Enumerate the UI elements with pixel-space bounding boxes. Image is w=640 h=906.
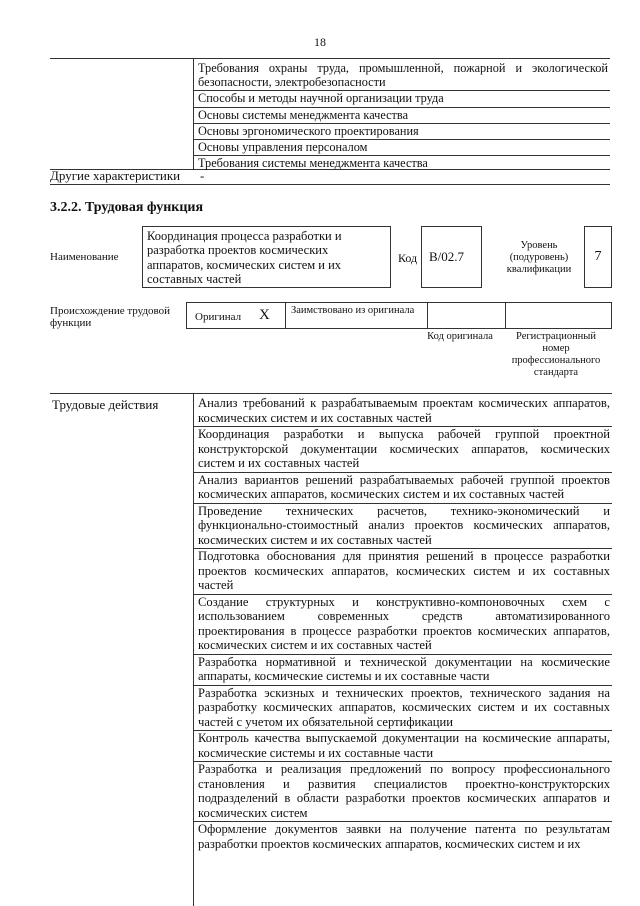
requirement-item: Требования охраны труда, промышленной, пожарной и экологической безопасности, электробезопасности <box>194 61 610 91</box>
cell-divider <box>285 303 286 328</box>
labour-actions-list <box>194 396 612 852</box>
labour-action-item: Подготовка обоснования для принятия решений в процессе разработки проектов космических аппаратов, космических систем и их составных частей <box>194 549 612 595</box>
function-name-value: Координация процесса разработки и разработка проектов космических аппаратов, космических систем и их составных частей <box>147 229 342 286</box>
code-label: Код <box>398 251 418 265</box>
name-label: Наименование <box>50 251 119 263</box>
registration-number-caption: Регистрационный номер профессионального стандарта <box>511 331 601 378</box>
requirement-item: Способы и методы научной организации труда <box>194 91 610 107</box>
labour-actions-label: Трудовые действия <box>52 397 159 412</box>
labour-action-item: Разработка эскизных и технических проектов, технического задания на разработку космических аппаратов, космических систем и их составных частей с учетом их обязательной сертификации <box>194 686 612 732</box>
origin-row <box>186 302 612 329</box>
labour-action-item: Анализ требований к разрабатываемым проектам космических аппаратов, космических систем и их составных частей <box>194 396 612 427</box>
original-label: Оригинал <box>195 311 242 323</box>
labour-actions-table <box>50 393 612 906</box>
requirement-item: Основы системы менеджмента качества <box>194 108 610 124</box>
requirement-item: Основы эргономического проектирования <box>194 124 610 140</box>
labour-action-item: Оформление документов заявки на получение патента по результатам разработки проектов космических аппаратов, космических систем и их <box>198 822 610 851</box>
other-characteristics-label: Другие характеристики <box>50 168 181 183</box>
requirements-table <box>50 58 610 170</box>
function-name-box <box>142 226 391 288</box>
original-mark: X <box>259 307 270 323</box>
labour-action-item: Координация разработки и выпуска рабочей группой проектной конструкторской документации космических аппаратов, космических систем и их составных частей <box>194 427 612 473</box>
row-rule <box>50 184 610 185</box>
labour-action-item: Проведение технических расчетов, технико-экономический и функционально-стоимостный анализ проектов космических аппаратов, космических систем и их составных частей <box>194 504 612 550</box>
borrowed-label: Заимствовано из оригинала <box>291 305 415 316</box>
level-box <box>584 226 612 288</box>
labour-action-item: Разработка нормативной и технической документации на космические аппараты, космические системы и их составные части <box>194 655 612 686</box>
page-number: 18 <box>314 35 326 49</box>
other-characteristics-value: - <box>200 168 205 183</box>
code-of-original-caption: Код оригинала <box>427 331 493 342</box>
cell-divider <box>427 303 428 328</box>
code-value: B/02.7 <box>429 249 465 264</box>
labour-action-item: Создание структурных и конструктивно-компоновочных схем с использованием современных средств автоматизированного проектирования в процессе разработки проектов космических аппаратов, космических систем и их составных частей <box>194 595 612 655</box>
labour-action-item: Анализ вариантов решений разрабатываемых рабочей группой проектов космических аппаратов, космических систем и их составных частей <box>194 473 612 504</box>
level-label: Уровень (подуровень) квалификации <box>506 240 572 275</box>
section-title: 3.2.2. Трудовая функция <box>50 200 204 215</box>
labour-action-item: Разработка и реализация предложений по вопросу профессионального становления и развития специалистов проектно-конструкторских подразделений в области разработки проектов космических аппаратов и космических систем <box>194 762 612 822</box>
requirement-item: Требования системы менеджмента качества <box>198 156 428 171</box>
labour-action-item: Контроль качества выпускаемой документации на космические аппараты, космические системы и их составные части <box>194 731 612 762</box>
origin-label: Происхождение трудовой функции <box>50 305 171 329</box>
level-value: 7 <box>594 249 602 264</box>
code-box <box>421 226 482 288</box>
requirement-item: Основы управления персоналом <box>194 140 610 156</box>
requirements-list <box>194 61 610 171</box>
cell-divider <box>505 303 506 328</box>
